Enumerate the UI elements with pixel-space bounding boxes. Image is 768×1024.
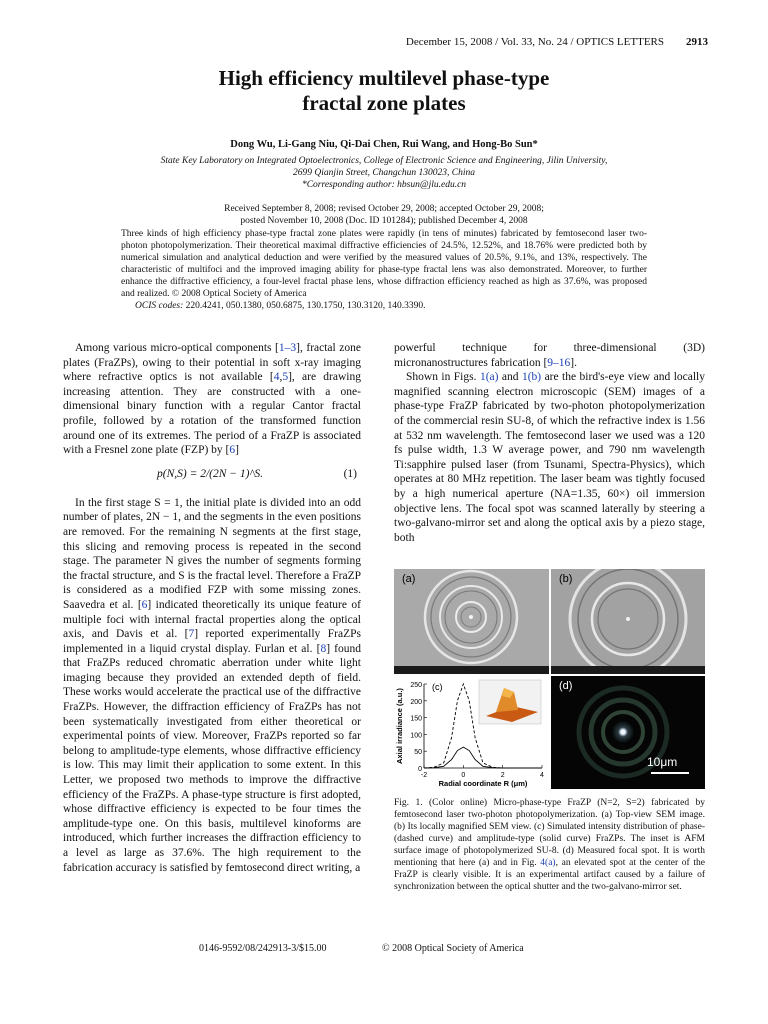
- panel-label: (c): [432, 682, 443, 692]
- abstract-text: Three kinds of high efficiency phase-type fractal zone plates were rapidly (in tens of minutes) fabricated by femtosecond laser two-photon photopolymerization. Their theoretical maximal diffractive efficiencies of 24.5%, 12.52%, and 18.76% were predicted both by numerical simulation and analytical deduction and were verified by the measured values of 20.5%, 9.1%, and 13%, respectively. The characteristic of multifoci and the improved imaging ability for phase-type fractal lens was also demonstrated. Moreover, to further enhance the diffractive efficiency, a four-level fractal phase lens, whose diffraction efficiency reached as high as 37.6%, was proposed and realized. © 2008 Optical Society of America: [121, 229, 647, 299]
- paragraph-fabrication: Shown in Figs. 1(a) and 1(b) are the bird's-eye view and locally magnified scanning electron microscopic (SEM) images of a phase-type FraZP fabricated by two-photon photopolymerization of the commercial resin SU-8, of which the refractive index is 1.56 at 532 nm wavelength. The femtosecond laser we used was a 120 fs pulse width, 1.3 W average power, and 790 nm wavelength Ti:sapphire pulsed laser (from Tsunami, Spectra-Physics), which operates at 80 MHz repetition. The laser beam was tightly focused by a high numerical aperture (NA=1.35, 60×) oil immersion objective lens. The focal spot was scanned laterally by steering a two-galvano-mirror set and along the optical axis by a piezo stage, both: [394, 371, 706, 544]
- panel-a-sem-image: [394, 569, 549, 674]
- y-tick-label: 50: [414, 749, 422, 757]
- figure-link[interactable]: 1(a): [479, 371, 499, 384]
- y-tick-label: 100: [410, 732, 422, 740]
- citation-link[interactable]: 8: [320, 642, 327, 655]
- x-axis-label: Radial coordinate R (μm): [438, 779, 528, 788]
- received-dates: [120, 203, 648, 227]
- x-tick-label: 0: [461, 772, 466, 779]
- received-line-2: posted November 10, 2008 (Doc. ID 101284); published December 4, 2008: [240, 216, 528, 226]
- intensity-chart: [394, 676, 549, 789]
- right-column: [394, 341, 705, 545]
- equation-expression: p(N,S) = 2/(2N − 1)^S.: [157, 468, 263, 481]
- y-tick-label: 200: [410, 698, 422, 706]
- y-axis-label: Axial irradiance (a.u.): [395, 688, 404, 764]
- citation-link[interactable]: 1–3: [278, 342, 297, 354]
- title-line-1: High efficiency multilevel phase-type: [218, 66, 550, 90]
- panel-d-focal-spot: [551, 676, 705, 789]
- affiliation-line-2: 2699 Qianjin Street, Changchun 130023, China: [293, 168, 475, 178]
- x-tick-label: 4: [540, 772, 544, 779]
- figure-caption: Fig. 1. (Color online) Micro-phase-type FraZP (N=2, S=2) fabricated by femtosecond laser two-photon photopolymerization. (a) Top-view SEM image. (b) Its locally magnified SEM view. (c) Simulated intensity distribution of phase- (dashed curve) and amplitude-type (solid curve) FraZPs. The inset is AFM surface image of photopolymerized SU-8. (d) Measured focal spot. It is worth mentioning that here (a) and in Fig. 4(a), an elevated spot at the center of the FraZP is clearly visible. It is an experimental artifact caused by a failure of synchronization between the optical shutter and the two-galvano-mirror set.: [394, 798, 705, 892]
- journal-info: December 15, 2008 / Vol. 33, No. 24 / OPTICS LETTERS: [405, 36, 664, 48]
- paragraph-intro: Among various micro-optical components [1–3], fractal zone plates (FraZPs), owing to their potential in soft x-ray imaging where refractive optics is not available [4,5], are drawing increasing attention. They are constructed with a one-dimensional binary function with a regular Cantor fractal profile, followed by a rotation of the transformed function around one of its extremes. The period of a FraZP is associated with a Fresnel zone plate (FZP) by [6]: [63, 342, 361, 457]
- y-tick-label: 250: [410, 682, 422, 689]
- running-header: [0, 36, 768, 52]
- figure-1: [394, 569, 705, 789]
- issn-code: 0146-9592/08/242913-3/$15.00: [199, 943, 327, 954]
- citation-link[interactable]: 6: [141, 598, 148, 611]
- afm-inset-image: [479, 680, 541, 724]
- copyright: © 2008 Optical Society of America: [382, 943, 524, 954]
- sem-rings-image: [394, 569, 549, 674]
- panel-label: (d): [559, 680, 573, 692]
- page-number: 2913: [686, 36, 708, 48]
- y-tick-label: 150: [410, 715, 422, 723]
- y-tick-label: 0: [418, 766, 422, 773]
- title-line-2: fractal zone plates: [302, 91, 466, 115]
- citation-link[interactable]: 9–16: [547, 356, 571, 369]
- equation-number: (1): [343, 468, 357, 481]
- received-line-1: Received September 8, 2008; revised October 29, 2008; accepted October 29, 2008;: [224, 204, 544, 214]
- affiliation-line-1: State Key Laboratory on Integrated Optoelectronics, College of Electronic Science and Engineering, Jilin University,: [160, 156, 608, 166]
- citation-link[interactable]: 6: [229, 444, 236, 457]
- figure-link[interactable]: 1(b): [521, 371, 542, 384]
- panel-b-sem-magnified: [551, 569, 705, 674]
- paper-title: [0, 66, 768, 116]
- figure-link[interactable]: 4(a): [540, 858, 556, 868]
- ocis-codes: [121, 300, 647, 312]
- citation-link[interactable]: 5: [282, 371, 289, 384]
- amplitude-type-curve: [424, 747, 542, 768]
- panel-c-intensity-plot: [394, 676, 549, 789]
- scale-bar-label: 10μm: [647, 755, 678, 769]
- panel-label: (b): [559, 573, 573, 585]
- panel-label: (a): [402, 573, 416, 585]
- x-tick-label: -2: [420, 772, 428, 779]
- affiliation: [100, 155, 668, 191]
- citation-link[interactable]: 4: [273, 371, 280, 384]
- corresponding-author: *Corresponding author: hbsun@jlu.edu.cn: [301, 180, 467, 190]
- author-list: Dong Wu, Li-Gang Niu, Qi-Dai Chen, Rui Wang, and Hong-Bo Sun*: [230, 139, 538, 150]
- paragraph-continued: powerful technique for three-dimensional (3D) micronanostructures fabrication [9–16].: [394, 342, 705, 369]
- focal-spot-image: [551, 676, 705, 789]
- ocis-label: OCIS codes:: [135, 301, 184, 311]
- sem-magnified-image: [551, 569, 705, 674]
- citation-link[interactable]: 7: [188, 628, 195, 641]
- abstract: [121, 228, 647, 312]
- ocis-values: 220.4241, 050.1380, 050.6875, 130.1750, 130.3120, 140.3390.: [183, 301, 426, 311]
- x-tick-label: 2: [500, 772, 505, 779]
- paragraph-fractal-stage: In the first stage S = 1, the initial plate is divided into an odd number of plates, 2N − 1, and the segments in the even positions are removed. For the remaining N segments at the first stage, this slicing and removing process is repeated in the second stage. The parameter N gives the number of segments forming the fractal structure, and S is the fractal level. Therefore a FraZP is considered as a modified FZP with some missing zones. Saavedra et al. [6] indicated theoretically its unique feature of multiple foci with internal fractal properties along the optical axis, and Davis et al. [7] reported experimentally FraZPs implemented in a liquid crystal display. Furlan et al. [8] found that FraZPs reduced chromatic aberration under white light imaging because they provided an extended depth of field. These works would accelerate the practical use of the diffractive FraZPs. However, the diffraction efficiency of FraZPs has not been systematically investigated from either theoretical or experimental points of view. Moreover, FraZPs reported so far belong to amplitude-type elements, whose diffractive efficiency is low. This may limit their application to some extent. In this Letter, we proposed two methods to improve the diffractive efficiency of the FraZPs. A phase-type structure is first adopted, whose diffractive efficiency is expected to be four times the amplitude-type one. On this basis, multilevel kinoforms are introduced, which further increases the diffraction efficiency to a level as large as 37.6%. The high requirement to the fabrication accuracy is satisfied by femtosecond direct writing, a: [63, 496, 362, 874]
- left-column: [63, 341, 361, 875]
- equation-1: [63, 460, 361, 490]
